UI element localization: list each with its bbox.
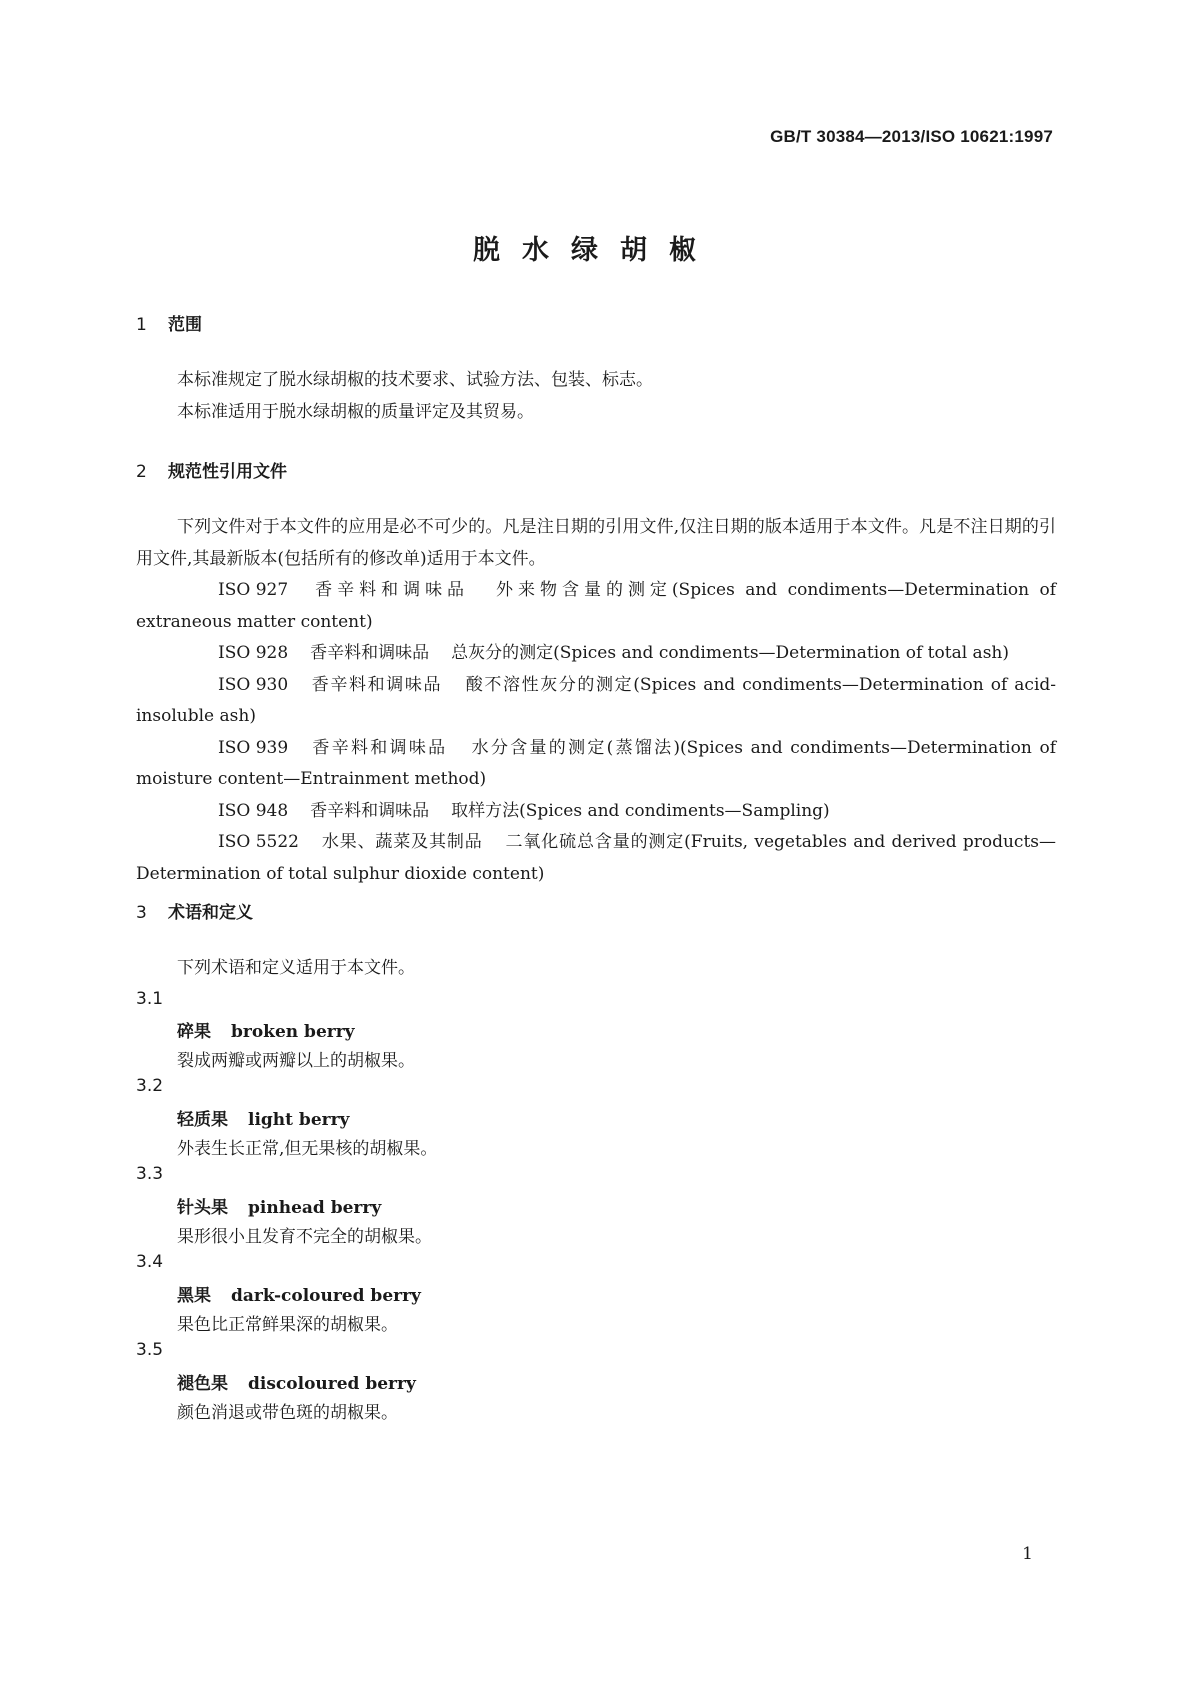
ref-title: 酸不溶性灰分的测定(Spices and condiments—Determination of acid-insoluble ash) bbox=[136, 674, 1057, 726]
reference-item bbox=[136, 733, 1056, 796]
document-title: 脱水绿胡椒 bbox=[473, 235, 718, 266]
section-title: 术语和定义 bbox=[168, 903, 253, 923]
ref-category: 香辛料和调味品 bbox=[310, 800, 430, 821]
ref-code: ISO 5522 bbox=[218, 832, 299, 852]
section-2-heading bbox=[136, 457, 287, 482]
term-zh: 针头果 bbox=[177, 1198, 228, 1218]
term-zh: 轻质果 bbox=[177, 1110, 228, 1130]
term-en: dark-coloured berry bbox=[231, 1286, 421, 1306]
reference-item bbox=[136, 638, 1056, 670]
term-heading bbox=[177, 1017, 355, 1042]
section-1-heading bbox=[136, 310, 202, 335]
reference-item bbox=[136, 670, 1056, 733]
term-definition: 外表生长正常,但无果核的胡椒果。 bbox=[177, 1139, 438, 1159]
term-zh: 褪色果 bbox=[177, 1374, 228, 1394]
section-2-body bbox=[136, 512, 1056, 890]
paragraph: 下列术语和定义适用于本文件。 bbox=[177, 958, 415, 978]
ref-category: 香辛料和调味品 bbox=[310, 674, 443, 695]
reference-item bbox=[136, 575, 1056, 638]
paragraph: 本标准适用于脱水绿胡椒的质量评定及其贸易。 bbox=[177, 401, 534, 422]
ref-code: ISO 939 bbox=[218, 737, 289, 758]
standard-code-header: GB/T 30384—2013/ISO 10621:1997 bbox=[770, 127, 1053, 146]
term-zh: 碎果 bbox=[177, 1022, 211, 1042]
term-en: light berry bbox=[248, 1110, 350, 1130]
reference-item bbox=[136, 827, 1056, 890]
term-heading bbox=[177, 1369, 416, 1394]
ref-title: 取样方法(Spices and condiments—Sampling) bbox=[451, 800, 830, 821]
section-title: 规范性引用文件 bbox=[168, 462, 287, 482]
term-number: 3.2 bbox=[136, 1076, 164, 1096]
section-3-heading bbox=[136, 898, 253, 923]
ref-code: ISO 928 bbox=[218, 643, 289, 663]
ref-category: 香辛料和调味品 bbox=[310, 643, 430, 663]
term-definition: 果形很小且发育不完全的胡椒果。 bbox=[177, 1227, 432, 1247]
term-en: broken berry bbox=[231, 1022, 355, 1042]
term-definition: 果色比正常鲜果深的胡椒果。 bbox=[177, 1315, 398, 1335]
ref-code: ISO 927 bbox=[218, 580, 289, 600]
paragraph: 本标准规定了脱水绿胡椒的技术要求、试验方法、包装、标志。 bbox=[177, 370, 653, 390]
term-en: pinhead berry bbox=[248, 1198, 382, 1218]
term-heading bbox=[177, 1193, 381, 1218]
section-number: 3 bbox=[136, 903, 147, 923]
ref-category: 水果、蔬菜及其制品 bbox=[320, 832, 483, 852]
term-number: 3.5 bbox=[136, 1340, 164, 1360]
section-3-intro bbox=[136, 953, 1056, 985]
paragraph: 下列文件对于本文件的应用是必不可少的。凡是注日期的引用文件,仅注日期的版本适用于本文件。凡是不注日期的引用文件,其最新版本(包括所有的修改单)适用于本文件。 bbox=[136, 517, 1056, 569]
term-number: 3.4 bbox=[136, 1252, 164, 1272]
page-number: 1 bbox=[1022, 1544, 1033, 1564]
ref-category: 香辛料和调味品 bbox=[310, 737, 448, 758]
term-en: discoloured berry bbox=[248, 1374, 416, 1394]
ref-title: 二氧化硫总含量的测定(Fruits, vegetables and derived products—Determination of total sulphur dioxide content) bbox=[136, 832, 1056, 884]
section-number: 2 bbox=[136, 462, 147, 482]
term-definition: 颜色消退或带色斑的胡椒果。 bbox=[177, 1403, 398, 1423]
term-number: 3.3 bbox=[136, 1164, 164, 1184]
term-heading bbox=[177, 1105, 349, 1130]
ref-title: 外来物含量的测定(Spices and condiments—Determination of extraneous matter content) bbox=[136, 580, 1056, 632]
section-title: 范围 bbox=[168, 315, 202, 335]
ref-title: 水分含量的测定(蒸馏法)(Spices and condiments—Determination of moisture content—Entrainment method) bbox=[136, 737, 1056, 789]
ref-code: ISO 930 bbox=[218, 674, 289, 695]
ref-code: ISO 948 bbox=[218, 800, 289, 821]
term-number: 3.1 bbox=[136, 989, 164, 1009]
section-1-body bbox=[136, 365, 1056, 428]
section-number: 1 bbox=[136, 315, 147, 335]
ref-title: 总灰分的测定(Spices and condiments—Determination of total ash) bbox=[451, 643, 1009, 663]
reference-item bbox=[136, 796, 1056, 828]
term-definition: 裂成两瓣或两瓣以上的胡椒果。 bbox=[177, 1051, 415, 1071]
term-heading bbox=[177, 1281, 421, 1306]
term-zh: 黑果 bbox=[177, 1286, 211, 1306]
ref-category: 香辛料和调味品 bbox=[310, 580, 470, 600]
